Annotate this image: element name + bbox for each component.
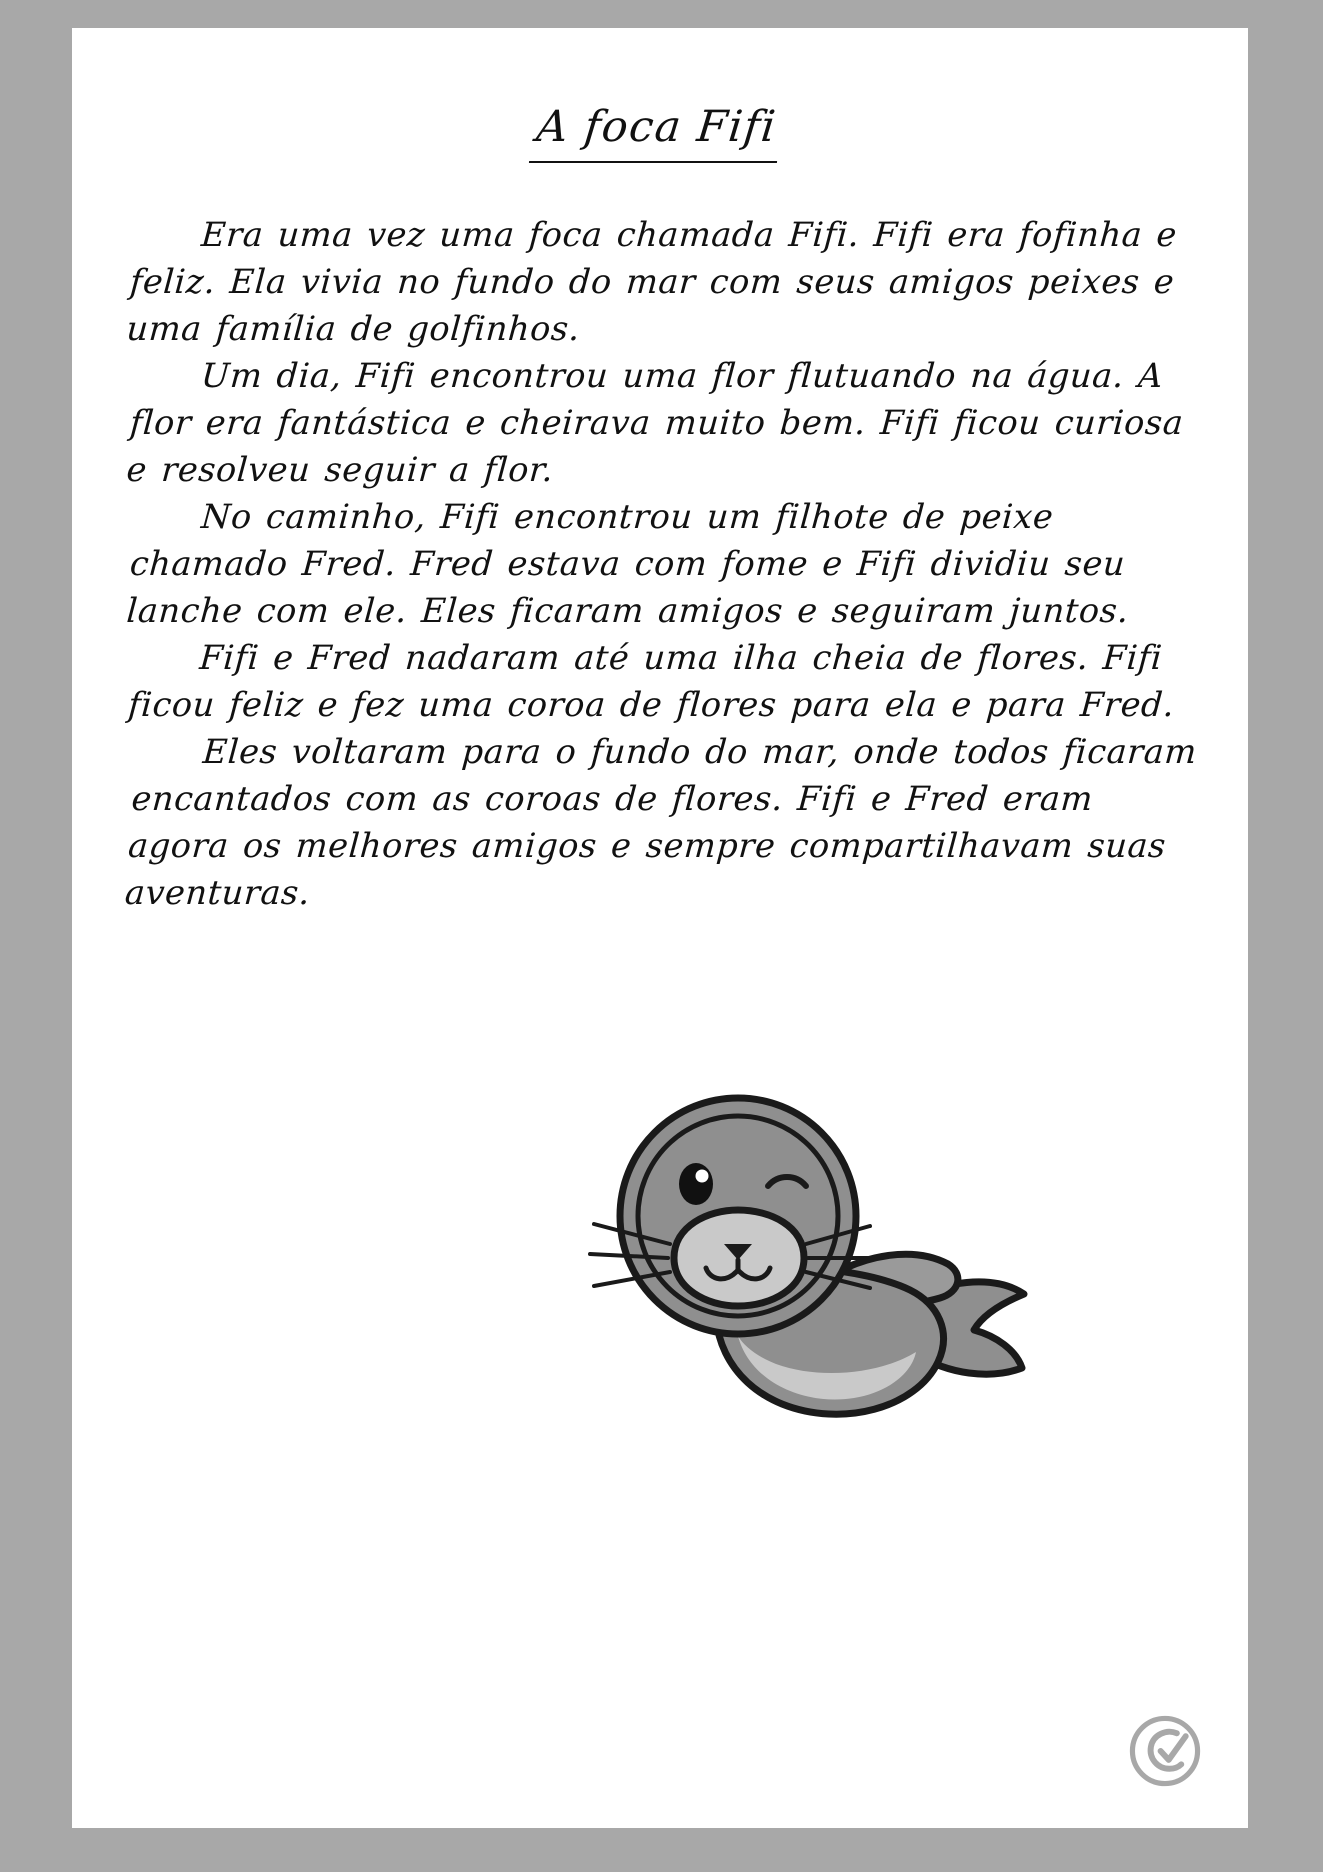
story-body (72, 163, 1248, 916)
worksheet-sheet (72, 28, 1248, 1828)
seal-illustration (524, 1068, 1044, 1428)
seal-eye-highlight (696, 1170, 709, 1183)
story-paragraph: Um dia, Fifi encontrou uma flor flutuando na água. A flor era fantástica e cheirava muito bem. Fifi ficou curiosa e resolveu seguir a flor. (125, 356, 1185, 489)
story-paragraph: Era uma vez uma foca chamada Fifi. Fifi era fofinha e feliz. Ela vivia no fundo do mar com seus amigos peixes e uma família de golfinhos. (125, 215, 1179, 348)
story-paragraph: Eles voltaram para o fundo do mar, onde todos ficaram encantados com as coroas de flores. Fifi e Fred eram agora os melhores amigos e sempre compartilhavam suas aventuras. (123, 732, 1199, 912)
page-title-text: A foca Fifi (529, 102, 783, 163)
seal-eye-open (679, 1163, 713, 1205)
check-icon (1161, 1736, 1186, 1760)
logo-circle (1132, 1718, 1197, 1783)
story-paragraph: Fifi e Fred nadaram até uma ilha cheia de flores. Fifi ficou feliz e fez uma coroa de flores para ela e para Fred. (126, 638, 1176, 724)
check-circle-logo (1128, 1714, 1202, 1788)
page-title (72, 28, 1248, 163)
story-paragraph: No caminho, Fifi encontrou um filhote de peixe chamado Fred. Fred estava com fome e Fifi dividiu seu lanche com ele. Eles ficaram amigos e seguiram juntos. (125, 497, 1131, 630)
